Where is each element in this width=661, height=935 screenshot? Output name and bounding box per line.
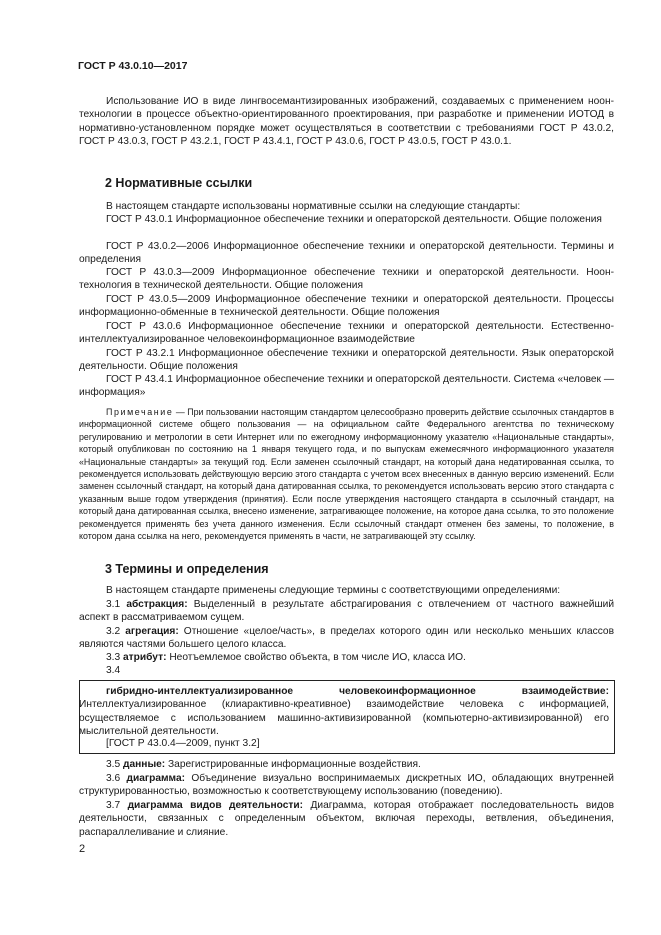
- section-3-title: 3 Термины и определения: [105, 562, 269, 576]
- term-name: гибридно-интеллектуализированное человекоинформационное взаимодействие:: [106, 686, 609, 697]
- ref-item: ГОСТ Р 43.4.1 Информационное обеспечение техники и операторской деятельности. Система «человек — информация»: [79, 374, 615, 399]
- ref-item: ГОСТ Р 43.0.5—2009 Информационное обеспечение техники и операторской деятельности. Процессы информационно-обменные в технической деятельности. Общие положения: [79, 294, 614, 319]
- term-3-4-number: 3.4: [106, 665, 121, 676]
- term-definition: Объединение визуально воспринимаемых дискретных ИО, обладающих внутренней структурированностью, возможностью к соответствующему использованию (поведению).: [79, 773, 614, 798]
- term-name: диаграмма:: [126, 773, 186, 784]
- term-number: 3.3: [106, 652, 123, 663]
- ref-item: ГОСТ Р 43.0.1 Информационное обеспечение техники и операторской деятельности. Общие положения: [106, 214, 602, 225]
- section-3-lead: В настоящем стандарте применены следующие термины с соответствующими определениями:: [106, 585, 561, 596]
- term-3-3: [79, 651, 614, 664]
- term-name: абстракция:: [126, 599, 188, 610]
- ref-item: ГОСТ Р 43.0.3—2009 Информационное обеспечение техники и операторской деятельности. Ноон-технология в технической деятельности. Общие положения: [79, 267, 614, 292]
- intro-paragraph: Использование ИО в виде лингвосемантизированных изображений, создаваемых с применением ноон-технологии в процессе объектно-ориентированного проектирования, при разработке и применении ИОТОД в нормативно-установленном порядке может осуществляться в соответствии с требованиями ГОСТ Р 43.0.2, ГОСТ Р 43.0.3, ГОСТ Р 43.2.1, ГОСТ Р 43.4.1, ГОСТ Р 43.0.6, ГОСТ Р 43.0.5, ГОСТ Р 43.0.1.: [79, 96, 614, 147]
- ref-item: ГОСТ Р 43.2.1 Информационное обеспечение техники и операторской деятельности. Язык операторской деятельности. Общие положения: [79, 348, 614, 373]
- term-name: атрибут:: [123, 652, 167, 663]
- term-definition: Выделенный в результате абстрагирования с отвлечением от частного важнейший аспект в рассматриваемом сущем.: [79, 599, 615, 624]
- term-3-4: [79, 685, 609, 738]
- term-definition: Диаграмма, которая отображает последовательность видов деятельности, связанных с определенным объектом, включая переходы, ветвления, объединения, распараллеливание и слияние.: [79, 800, 615, 838]
- term-definition: Отношение «целое/часть», в пределах которого один или несколько меньших классов являются частями большего целого класса.: [79, 626, 615, 651]
- term-definition: Зарегистрированные информационные воздействия.: [165, 759, 421, 770]
- term-3-2: [79, 625, 614, 652]
- term-number: 3.2: [106, 626, 126, 637]
- ref-item: ГОСТ Р 43.0.6 Информационное обеспечение техники и операторской деятельности. Естественно-интеллектуализированное человекоинформационное взаимодействие: [79, 321, 614, 346]
- term-name: данные:: [123, 759, 166, 770]
- term-number: 3.6: [106, 773, 127, 784]
- term-definition: Неотъемлемое свойство объекта, в том числе ИО, класса ИО.: [166, 652, 466, 663]
- section-2-lead: В настоящем стандарте использованы нормативные ссылки на следующие стандарты:: [106, 201, 521, 212]
- note-paragraph: [79, 406, 614, 542]
- term-number: 3.7: [106, 800, 128, 811]
- ref-item: ГОСТ Р 43.0.2—2006 Информационное обеспечение техники и операторской деятельности. Термины и определения: [79, 241, 614, 266]
- term-3-5: [79, 758, 614, 771]
- section-2-title: 2 Нормативные ссылки: [105, 176, 253, 190]
- term-number: 3.5: [106, 759, 123, 770]
- document-header: ГОСТ Р 43.0.10—2017: [78, 60, 188, 72]
- term-3-7: [79, 799, 614, 839]
- term-name: агрегация:: [125, 626, 179, 637]
- note-text: — При пользовании настоящим стандартом целесообразно проверить действие ссылочных стандартов в информационной системе общего пользования — на официальном сайте Федерального агентства по техническому регулированию и метрологии в сети Интернет или по ежегодному информационному указателю «Национальные стандарты», который опубликован по состоянию на 1 января текущего года, и по выпускам ежемесячного информационного указателя «Национальные стандарты» за текущий год. Если заменен ссылочный стандарт, на который дана недатированная ссылка, то рекомендуется использовать действующую версию этого стандарта с учетом всех внесенных в данную версию изменений. Если заменен ссылочный стандарт, на который дана датированная ссылка, то рекомендуется использовать версию этого стандарта с указанным выше годом утверждения (принятия). Если после утверждения настоящего стандарта в ссылочный стандарт, на который дана датированная ссылка, внесено изменение, затрагивающее положение, на которое дана ссылка, то это положение рекомендуется применять без учета данного изменения. Если ссылочный стандарт отменен без замены, то положение, в котором дана ссылка на него, рекомендуется применять в части, не затрагивающей эту ссылку.: [79, 407, 614, 542]
- term-number: 3.1: [106, 599, 127, 610]
- page-number: 2: [79, 843, 86, 855]
- term-definition: Интеллектуализированное (клиарактивно-креативное) взаимодействие человека с информацией, осуществляемое с использованием машинно-активизированной (компьютерно-активизированной) его мыслительной деятельности.: [79, 699, 609, 737]
- term-name: диаграмма видов деятельности:: [127, 800, 304, 811]
- term-3-1: [79, 598, 614, 625]
- term-3-4-source: [ГОСТ Р 43.0.4—2009, пункт 3.2]: [106, 738, 260, 749]
- term-3-6: [79, 772, 614, 799]
- note-label: Примечание: [106, 407, 174, 417]
